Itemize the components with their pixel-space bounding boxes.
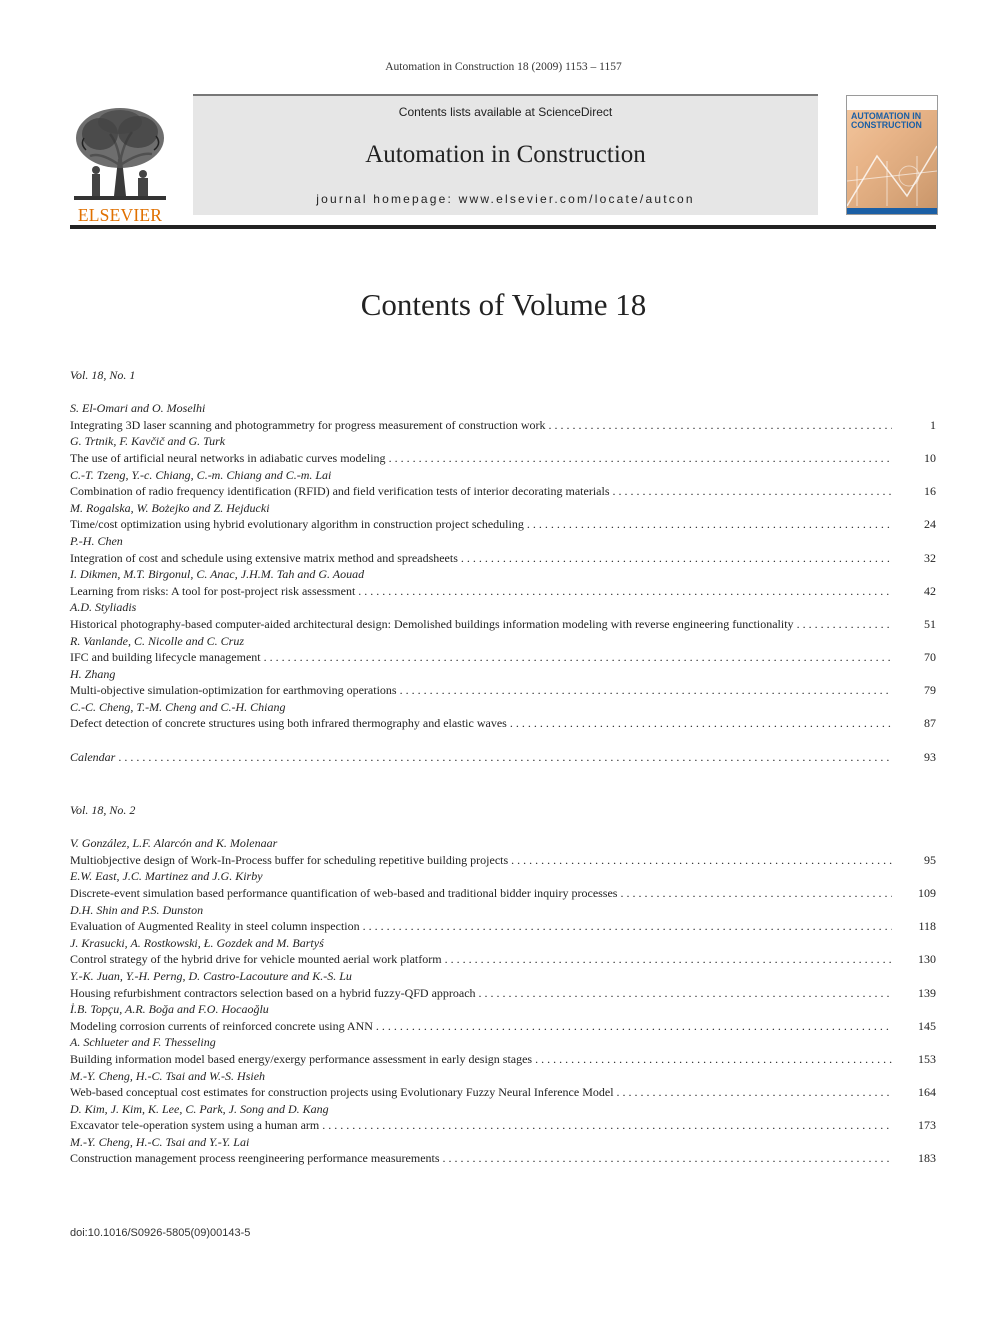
page-number: 16 bbox=[924, 484, 936, 499]
article-title: Modeling corrosion currents of reinforced concrete using ANN bbox=[70, 1018, 373, 1033]
article-authors: M. Rogalska, W. Bożejko and Z. Hejducki bbox=[70, 500, 270, 515]
issue-section-1 bbox=[70, 367, 936, 765]
article-authors: E.W. East, J.C. Martinez and J.G. Kirby bbox=[70, 869, 263, 884]
page-number: 173 bbox=[918, 1118, 936, 1133]
article-authors: A.D. Styliadis bbox=[70, 600, 137, 615]
page-number: 87 bbox=[924, 716, 936, 731]
article-title: Housing refurbishment contractors selection based on a hybrid fuzzy-QFD approach bbox=[70, 985, 476, 1000]
article-title: The use of artificial neural networks in adiabatic curves modeling bbox=[70, 450, 386, 465]
issue-section-2 bbox=[70, 802, 936, 1167]
article-title: Defect detection of concrete structures using both infrared thermography and elastic waves bbox=[70, 716, 507, 731]
article-authors: H. Zhang bbox=[70, 666, 116, 681]
page-title: Contents of Volume 18 bbox=[360, 287, 647, 322]
toc-entry[interactable] bbox=[70, 1051, 936, 1068]
journal-banner bbox=[193, 94, 818, 215]
sciencedirect-line: Contents lists available at ScienceDirect bbox=[398, 105, 613, 119]
article-title: Integrating 3D laser scanning and photogrammetry for progress measurement of construction work bbox=[70, 417, 546, 432]
page-number: 118 bbox=[918, 919, 936, 934]
calendar-title: Calendar bbox=[70, 749, 116, 764]
toc-entry[interactable] bbox=[70, 583, 936, 600]
article-authors: İ.B. Topçu, A.R. Boğa and F.O. Hocaoğlu bbox=[70, 1002, 269, 1017]
toc-entry[interactable] bbox=[70, 616, 936, 633]
toc-entry[interactable] bbox=[70, 550, 936, 567]
article-title: Integration of cost and schedule using extensive matrix method and spreadsheets bbox=[70, 550, 458, 565]
page-number: 95 bbox=[924, 852, 936, 867]
article-title: Building information model based energy/exergy performance assessment in early design stages bbox=[70, 1051, 533, 1066]
toc-entry-calendar[interactable] bbox=[70, 749, 936, 766]
toc-entry[interactable] bbox=[70, 516, 936, 533]
page-number: 130 bbox=[918, 952, 936, 967]
page-number: 24 bbox=[924, 517, 936, 532]
toc-entry[interactable] bbox=[70, 951, 936, 968]
article-title: Combination of radio frequency identification (RFID) and field verification tests of interior decorating materials bbox=[70, 484, 610, 499]
article-authors: D. Kim, J. Kim, K. Lee, C. Park, J. Song and D. Kang bbox=[70, 1101, 329, 1116]
page-number: 153 bbox=[918, 1051, 936, 1066]
page-number: 139 bbox=[918, 985, 936, 1000]
article-authors: M.-Y. Cheng, H.-C. Tsai and W.-S. Hsieh bbox=[70, 1068, 266, 1083]
article-authors: Y.-K. Juan, Y.-H. Perng, D. Castro-Lacouture and K.-S. Lu bbox=[70, 968, 352, 983]
article-authors: C.-C. Cheng, T.-M. Cheng and C.-H. Chiang bbox=[70, 699, 286, 714]
toc-entry[interactable] bbox=[70, 483, 936, 500]
article-title: Evaluation of Augmented Reality in steel column inspection bbox=[70, 919, 360, 934]
article-title: Historical photography-based computer-aided architectural design: Demolished buildings information modeling with reverse engineering functionality bbox=[70, 616, 794, 631]
article-authors: D.H. Shin and P.S. Dunston bbox=[70, 902, 204, 917]
page-number: 79 bbox=[924, 683, 936, 698]
toc-entry[interactable] bbox=[70, 1150, 936, 1167]
page-number: 164 bbox=[918, 1085, 936, 1100]
header-rule bbox=[70, 225, 936, 229]
toc-entry[interactable] bbox=[70, 450, 936, 467]
cover-title bbox=[851, 112, 922, 130]
toc-entry[interactable] bbox=[70, 1084, 936, 1101]
journal-homepage: journal homepage: www.elsevier.com/locate/autcon bbox=[316, 192, 695, 206]
article-authors: M.-Y. Cheng, H.-C. Tsai and Y.-Y. Lai bbox=[70, 1134, 250, 1149]
toc-entry[interactable] bbox=[70, 649, 936, 666]
article-authors: A. Schlueter and F. Thesseling bbox=[70, 1035, 216, 1050]
article-title: Control strategy of the hybrid drive for vehicle mounted aerial work platform bbox=[70, 952, 442, 967]
cover-title-line-2: CONSTRUCTION bbox=[851, 120, 922, 130]
article-authors: P.-H. Chen bbox=[70, 533, 123, 548]
article-title: Learning from risks: A tool for post-project risk assessment bbox=[70, 583, 356, 598]
article-title: IFC and building lifecycle management bbox=[70, 650, 261, 665]
page-number: 42 bbox=[924, 583, 936, 598]
page-number: 32 bbox=[924, 550, 936, 565]
article-title: Excavator tele-operation system using a human arm bbox=[70, 1118, 320, 1133]
elsevier-wordmark: ELSEVIER bbox=[77, 205, 163, 225]
article-authors: S. El-Omari and O. Moselhi bbox=[70, 401, 206, 416]
page-number: 145 bbox=[918, 1018, 936, 1033]
running-head: Automation in Construction 18 (2009) 1153 – 1157 bbox=[385, 61, 622, 73]
article-title: Multiobjective design of Work-In-Process buffer for scheduling repetitive building projects bbox=[70, 852, 509, 867]
article-title: Multi-objective simulation-optimization for earthmoving operations bbox=[70, 683, 397, 698]
toc-entry[interactable] bbox=[70, 417, 936, 434]
article-authors: G. Trtnik, F. Kavčič and G. Turk bbox=[70, 434, 226, 449]
page-number: 70 bbox=[924, 650, 936, 665]
article-authors: V. González, L.F. Alarcón and K. Molenaar bbox=[70, 836, 278, 851]
article-title: Web-based conceptual cost estimates for construction projects using Evolutionary Fuzzy Neural Inference Model bbox=[70, 1085, 614, 1100]
article-authors: C.-T. Tzeng, Y.-c. Chiang, C.-m. Chiang and C.-m. Lai bbox=[70, 467, 332, 482]
toc-entry[interactable] bbox=[70, 918, 936, 935]
page-number: 109 bbox=[918, 885, 936, 900]
article-authors: R. Vanlande, C. Nicolle and C. Cruz bbox=[70, 633, 244, 648]
journal-title: Automation in Construction bbox=[365, 141, 646, 168]
toc-entry[interactable] bbox=[70, 682, 936, 699]
article-authors: J. Krasucki, A. Rostkowski, Ł. Gozdek and M. Bartyś bbox=[70, 935, 324, 950]
journal-masthead bbox=[70, 94, 936, 228]
doi-footer: doi:10.1016/S0926-5805(09)00143-5 bbox=[70, 1227, 251, 1239]
toc-entry[interactable] bbox=[70, 985, 936, 1002]
cover-title-line-1: AUTOMATION IN bbox=[851, 111, 922, 121]
toc-entry[interactable] bbox=[70, 1018, 936, 1035]
toc-entry[interactable] bbox=[70, 852, 936, 869]
toc-entry[interactable] bbox=[70, 715, 936, 732]
page-number: 93 bbox=[924, 749, 936, 764]
journal-cover-thumbnail bbox=[846, 95, 938, 215]
toc-entry[interactable] bbox=[70, 885, 936, 902]
page-number: 183 bbox=[918, 1151, 936, 1166]
issue-heading: Vol. 18, No. 1 bbox=[70, 368, 136, 382]
article-title: Construction management process reengineering performance measurements bbox=[70, 1151, 440, 1166]
issue-heading: Vol. 18, No. 2 bbox=[70, 803, 136, 817]
cover-top-band bbox=[847, 96, 937, 110]
cover-structure-icon bbox=[847, 136, 937, 208]
article-authors: I. Dikmen, M.T. Birgonul, C. Anac, J.H.M. Tah and G. Aouad bbox=[70, 567, 365, 582]
page-number: 1 bbox=[930, 417, 936, 432]
article-title: Time/cost optimization using hybrid evolutionary algorithm in construction project scheduling bbox=[70, 517, 524, 532]
page-number: 10 bbox=[924, 450, 936, 465]
elsevier-tree-logo-icon bbox=[70, 104, 170, 225]
article-title: Discrete-event simulation based performance quantification of web-based and traditional bidder inquiry processes bbox=[70, 885, 618, 900]
toc-entry[interactable] bbox=[70, 1117, 936, 1134]
cover-bottom-strip bbox=[847, 208, 937, 214]
page-number: 51 bbox=[924, 616, 936, 631]
